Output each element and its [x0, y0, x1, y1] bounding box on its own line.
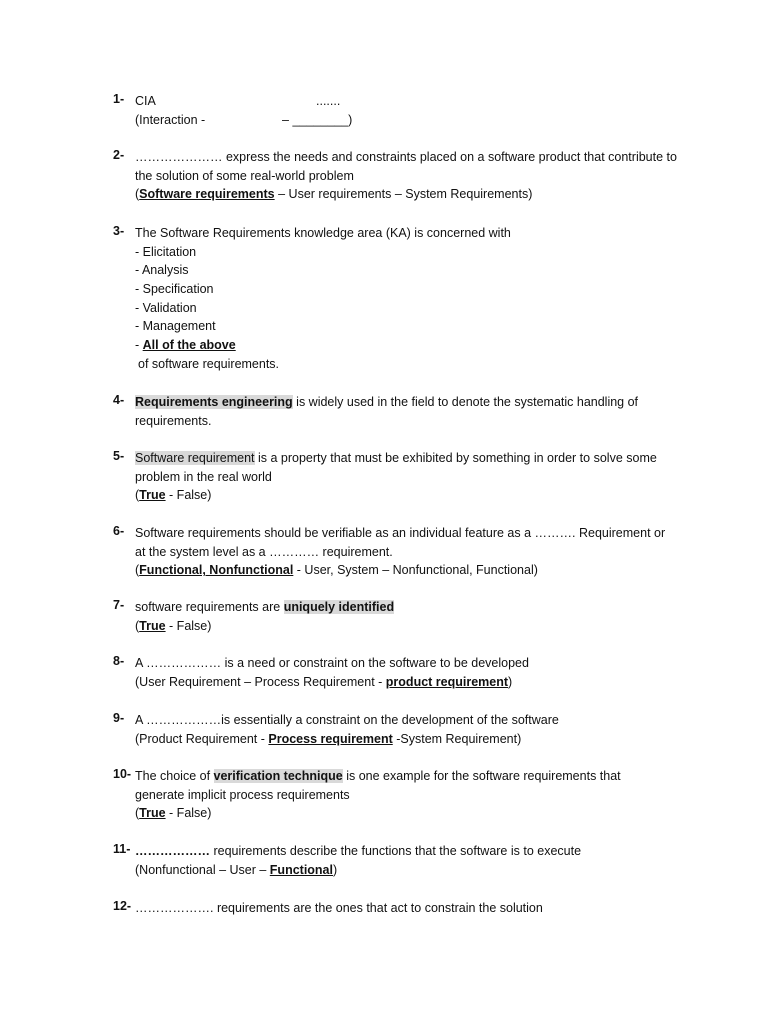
- question-text: software requirements are: [135, 600, 284, 614]
- correct-answer: All of the above: [142, 338, 236, 353]
- question-11: [113, 842, 688, 879]
- question-number: 8-: [113, 654, 125, 668]
- question-text: CIA: [135, 94, 156, 108]
- answer-options: (True - False): [135, 618, 212, 633]
- correct-answer: product requirement: [385, 674, 509, 689]
- correct-answer: True: [139, 806, 166, 821]
- answer-options: (True - False): [135, 806, 212, 821]
- question-number: 3-: [113, 224, 125, 238]
- question-number: 6-: [113, 524, 125, 538]
- question-text: The Software Requirements knowledge area (KA) is concerned with: [135, 226, 511, 240]
- question-text: ………………. requirements are the ones that act to constrain the solution: [135, 901, 543, 915]
- question-text-continued: the solution of some real-world problem: [135, 168, 354, 183]
- correct-answer: Functional: [269, 862, 333, 877]
- question-number: 12-: [113, 899, 132, 913]
- question-number: 5-: [113, 449, 125, 463]
- dash: –: [282, 112, 289, 127]
- question-3: [113, 224, 688, 374]
- question-text: Software requirements should be verifiable as an individual feature as a ………. Requirement or: [135, 526, 666, 540]
- question-7: [113, 598, 688, 635]
- answer-options: (Nonfunctional – User – Functional): [135, 862, 338, 877]
- question-text: The choice of: [135, 769, 214, 783]
- options-open: (Interaction -: [135, 112, 206, 127]
- option-item: - Validation: [135, 300, 197, 315]
- answer-options: (Software requirements – User requirements – System Requirements): [135, 187, 533, 202]
- highlighted-term: verification technique: [213, 769, 343, 783]
- question-text-continued: at the system level as a ………… requirement.: [135, 544, 393, 559]
- options-close: ): [348, 112, 353, 127]
- answer-options: (True - False): [135, 488, 212, 503]
- blank-dots: ………………: [135, 844, 210, 858]
- option-item: - Specification: [135, 282, 214, 297]
- answer-blank: ________: [292, 112, 349, 127]
- question-4: [113, 393, 688, 430]
- question-text-tail: of software requirements.: [138, 356, 280, 371]
- question-text: A ………………is essentially a constraint on the development of the software: [135, 713, 559, 727]
- question-8: [113, 654, 688, 691]
- question-2: [113, 148, 688, 204]
- question-text: A ……………… is a need or constraint on the software to be developed: [135, 656, 529, 670]
- question-text-continued: generate implicit process requirements: [135, 787, 350, 802]
- question-5: [113, 449, 688, 505]
- question-6: [113, 524, 688, 580]
- answer-options: (Functional, Nonfunctional - User, System – Nonfunctional, Functional): [135, 563, 538, 578]
- option-item: - Elicitation: [135, 244, 197, 259]
- question-text: is one example for the software requirements that: [342, 769, 621, 783]
- question-text: is widely used in the field to denote the systematic handling of: [292, 395, 639, 409]
- correct-answer: Process requirement: [268, 731, 393, 746]
- question-10: [113, 767, 688, 823]
- question-1: [113, 92, 688, 129]
- highlighted-term: Software requirement: [135, 451, 255, 465]
- correct-answer: True: [139, 618, 166, 633]
- question-number: 4-: [113, 393, 125, 407]
- option-item: - Analysis: [135, 263, 189, 278]
- question-number: 2-: [113, 148, 125, 162]
- blank-dots: .......: [316, 94, 341, 108]
- question-text: is a property that must be exhibited by something in order to solve some: [254, 451, 657, 465]
- question-number: 9-: [113, 711, 125, 725]
- option-item-answer: - All of the above: [135, 338, 236, 353]
- correct-answer: Software requirements: [139, 187, 275, 202]
- question-number: 1-: [113, 92, 125, 106]
- question-9: [113, 711, 688, 748]
- correct-answer: Functional, Nonfunctional: [139, 563, 294, 578]
- question-12: [113, 899, 688, 918]
- correct-answer: True: [139, 488, 166, 503]
- highlighted-term: uniquely identified: [283, 600, 395, 614]
- question-text-continued: requirements.: [135, 413, 212, 428]
- answer-options: (Product Requirement - Process requirement -System Requirement): [135, 731, 522, 746]
- question-number: 10-: [113, 767, 132, 781]
- question-text: requirements describe the functions that the software is to execute: [210, 844, 582, 858]
- question-number: 11-: [113, 842, 131, 856]
- answer-options: (User Requirement – Process Requirement - product requirement): [135, 674, 513, 689]
- question-text: ………………… express the needs and constraints placed on a software product that contribute to: [135, 150, 677, 164]
- question-text-continued: problem in the real world: [135, 469, 272, 484]
- question-number: 7-: [113, 598, 125, 612]
- option-item: - Management: [135, 319, 216, 334]
- highlighted-term: Requirements engineering: [135, 395, 293, 409]
